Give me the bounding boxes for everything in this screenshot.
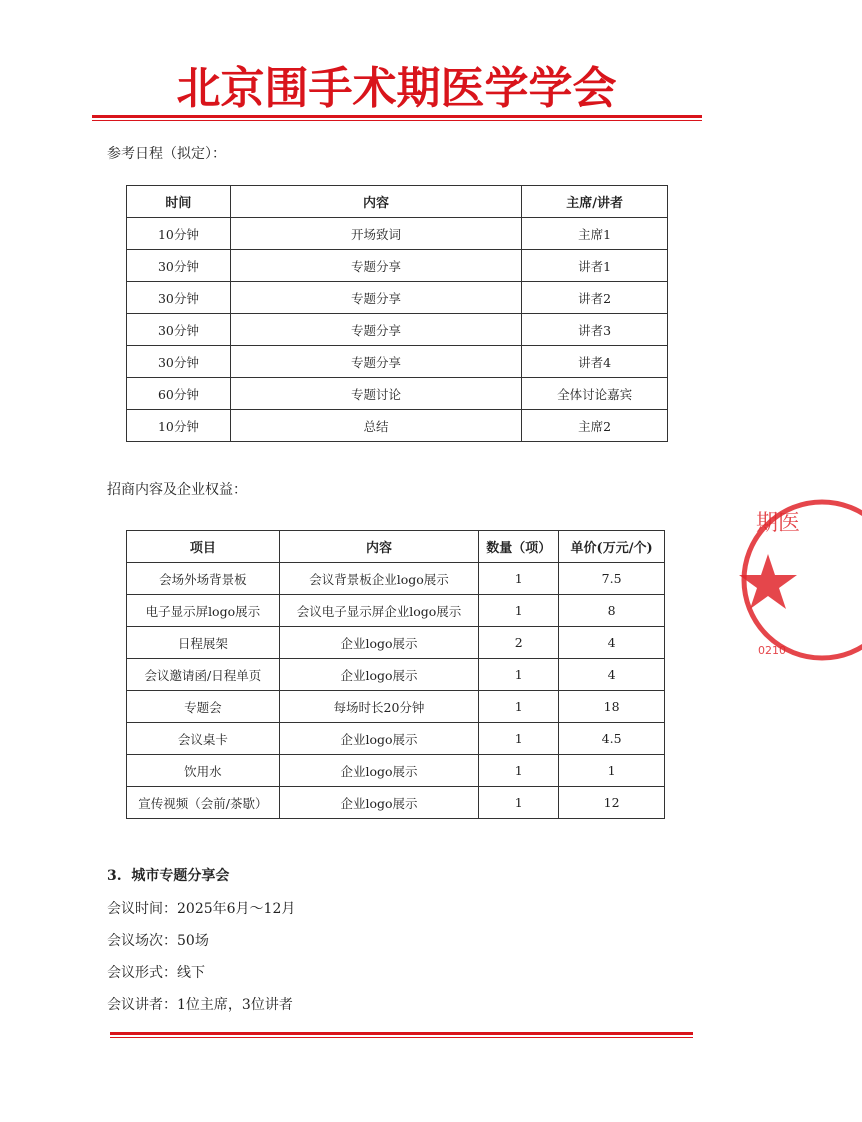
- table-cell: 专题分享: [230, 282, 521, 314]
- table-row: [127, 723, 665, 755]
- table-cell: 1: [479, 755, 559, 787]
- table-cell: 每场时长20分钟: [279, 691, 479, 723]
- table-cell: 30分钟: [127, 282, 231, 314]
- table-cell: 7.5: [559, 563, 665, 595]
- table-row: [127, 410, 668, 442]
- schedule-table: [126, 185, 668, 442]
- table-cell: 1: [479, 563, 559, 595]
- table-cell: 30分钟: [127, 250, 231, 282]
- sponsorship-table: [126, 530, 665, 819]
- sponsorship-label: 招商内容及企业权益：: [107, 482, 247, 498]
- column-header: 项目: [127, 531, 280, 563]
- table-cell: 会场外场背景板: [127, 563, 280, 595]
- table-cell: 30分钟: [127, 346, 231, 378]
- table-row: [127, 314, 668, 346]
- table-row: [127, 378, 668, 410]
- table-cell: 开场致词: [230, 218, 521, 250]
- table-row: [127, 755, 665, 787]
- table-cell: 10分钟: [127, 410, 231, 442]
- schedule-label: 参考日程（拟定）：: [107, 146, 226, 162]
- table-row: [127, 563, 665, 595]
- table-cell: 日程展架: [127, 627, 280, 659]
- table-cell: 总结: [230, 410, 521, 442]
- table-cell: 专题分享: [230, 314, 521, 346]
- table-cell: 企业logo展示: [279, 659, 479, 691]
- table-row: [127, 787, 665, 819]
- table-cell: 8: [559, 595, 665, 627]
- table-header-row: [127, 186, 668, 218]
- meeting-time: 会议时间：2025年6月～12月: [107, 901, 296, 917]
- footer-rule-thin: [110, 1037, 693, 1038]
- table-cell: 2: [479, 627, 559, 659]
- table-cell: 1: [479, 691, 559, 723]
- table-cell: 企业logo展示: [279, 723, 479, 755]
- table-row: [127, 691, 665, 723]
- table-row: [127, 218, 668, 250]
- table-cell: 主席2: [522, 410, 668, 442]
- table-row: [127, 250, 668, 282]
- table-cell: 主席1: [522, 218, 668, 250]
- table-row: [127, 282, 668, 314]
- header-rule-thick: [92, 115, 702, 118]
- table-cell: 会议桌卡: [127, 723, 280, 755]
- table-cell: 专题会: [127, 691, 280, 723]
- official-seal: [742, 490, 862, 670]
- table-cell: 1: [479, 659, 559, 691]
- column-header: 时间: [127, 186, 231, 218]
- seal-bottom-text: 0210: [758, 644, 786, 657]
- table-row: [127, 346, 668, 378]
- page-title: 北京围手术期医学学会: [176, 63, 617, 114]
- column-header: 主席/讲者: [522, 186, 668, 218]
- table-header-row: [127, 531, 665, 563]
- table-cell: 4.5: [559, 723, 665, 755]
- table-row: [127, 627, 665, 659]
- table-cell: 讲者3: [522, 314, 668, 346]
- column-header: 内容: [279, 531, 479, 563]
- table-cell: 专题讨论: [230, 378, 521, 410]
- meeting-format: 会议形式：线下: [107, 965, 205, 981]
- table-cell: 电子显示屏logo展示: [127, 595, 280, 627]
- table-cell: 讲者1: [522, 250, 668, 282]
- table-cell: 1: [479, 723, 559, 755]
- column-header: 数量（项）: [479, 531, 559, 563]
- table-cell: 饮用水: [127, 755, 280, 787]
- table-cell: 会议电子显示屏企业logo展示: [279, 595, 479, 627]
- meeting-speakers: 会议讲者：1位主席，3位讲者: [107, 997, 293, 1013]
- table-cell: 讲者4: [522, 346, 668, 378]
- table-cell: 4: [559, 659, 665, 691]
- table-cell: 宣传视频（会前/茶歇）: [127, 787, 280, 819]
- meeting-count: 会议场次：50场: [107, 933, 209, 949]
- table-cell: 10分钟: [127, 218, 231, 250]
- table-cell: 1: [479, 787, 559, 819]
- table-cell: 1: [559, 755, 665, 787]
- column-header: 单价(万元/个): [559, 531, 665, 563]
- table-cell: 1: [479, 595, 559, 627]
- seal-top-text: 期医: [756, 511, 801, 536]
- table-cell: 专题分享: [230, 346, 521, 378]
- table-cell: 18: [559, 691, 665, 723]
- table-cell: 4: [559, 627, 665, 659]
- table-cell: 企业logo展示: [279, 627, 479, 659]
- table-cell: 讲者2: [522, 282, 668, 314]
- table-cell: 企业logo展示: [279, 755, 479, 787]
- column-header: 内容: [230, 186, 521, 218]
- table-cell: 专题分享: [230, 250, 521, 282]
- table-cell: 30分钟: [127, 314, 231, 346]
- table-cell: 12: [559, 787, 665, 819]
- footer-rule-thick: [110, 1032, 693, 1035]
- table-cell: 会议邀请函/日程单页: [127, 659, 280, 691]
- table-row: [127, 595, 665, 627]
- table-cell: 会议背景板企业logo展示: [279, 563, 479, 595]
- table-cell: 全体讨论嘉宾: [522, 378, 668, 410]
- table-cell: 企业logo展示: [279, 787, 479, 819]
- table-row: [127, 659, 665, 691]
- city-session-heading: 3. 城市专题分享会: [107, 868, 230, 884]
- header-rule-thin: [92, 120, 702, 121]
- table-cell: 60分钟: [127, 378, 231, 410]
